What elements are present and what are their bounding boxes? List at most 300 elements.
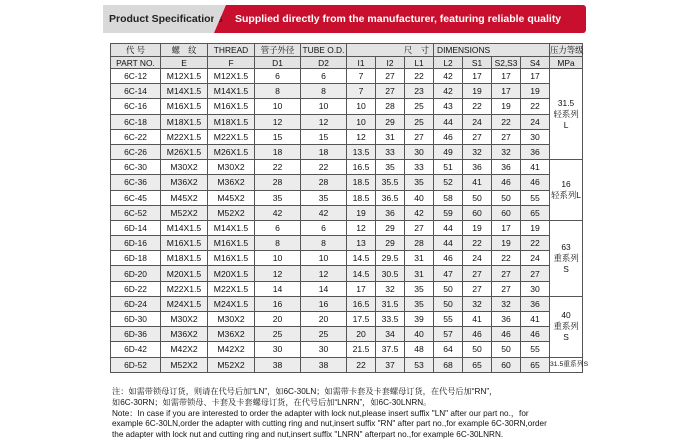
cell-dim-s1: 17 [463, 69, 492, 84]
cell-dim-l2: 59 [434, 205, 463, 220]
cell-dim-i2: 29 [376, 236, 405, 251]
cell-dim-l1: 42 [405, 205, 434, 220]
cell-dim-i2: 30.5 [376, 266, 405, 281]
cell-tube-d1: 38 [255, 357, 301, 372]
cell-thread-e: M22X1.5 [161, 281, 208, 296]
cell-dim-i1: 13.5 [347, 144, 376, 159]
cell-dim-i1: 7 [347, 84, 376, 99]
header-col-mpa: MPa [550, 57, 583, 69]
cell-part-no: 6C-26 [111, 144, 161, 159]
table-row [111, 281, 583, 296]
cell-dim-s2s3: 50 [492, 190, 521, 205]
spec-table-body [111, 69, 589, 373]
cell-thread-f: M36X2 [208, 327, 255, 342]
cell-tube-d2: 8 [301, 236, 347, 251]
cell-thread-e: M12X1.5 [161, 69, 208, 84]
cell-dim-i1: 12 [347, 220, 376, 235]
cell-dim-l2: 44 [434, 114, 463, 129]
cell-dim-i2: 27 [376, 84, 405, 99]
banner-tagline: Supplied directly from the manufacturer, featuring reliable quality [235, 13, 562, 25]
cell-tube-d2: 15 [301, 129, 347, 144]
cell-tube-d1: 20 [255, 312, 301, 327]
cell-dim-i2: 28 [376, 99, 405, 114]
pressure-grade [550, 357, 589, 372]
header-col-l2: L2 [434, 57, 463, 69]
table-row [111, 144, 583, 159]
note-line-en-3: the adapter with lock nut and cutting ring and nut,insert suffix "LNRN" afterpart no.,for example 6C-30LNRN. [112, 430, 504, 440]
cell-dim-s2s3: 27 [492, 129, 521, 144]
cell-thread-f: M22X1.5 [208, 129, 255, 144]
header-dimensions-cn: 尺 寸 [347, 44, 434, 57]
cell-dim-l2: 42 [434, 84, 463, 99]
cell-dim-i2: 37.5 [376, 342, 405, 357]
cell-dim-l2: 46 [434, 129, 463, 144]
cell-dim-l2: 43 [434, 99, 463, 114]
cell-dim-l2: 47 [434, 266, 463, 281]
cell-part-no: 6C-45 [111, 190, 161, 205]
cell-part-no: 6D-24 [111, 296, 161, 311]
pressure-grade-line: 31.5重系列S [550, 361, 589, 369]
cell-dim-s2s3: 19 [492, 99, 521, 114]
table-row [111, 251, 583, 266]
cell-dim-l1: 25 [405, 99, 434, 114]
cell-tube-d2: 12 [301, 266, 347, 281]
cell-part-no: 6C-12 [111, 69, 161, 84]
cell-dim-l1: 23 [405, 84, 434, 99]
cell-dim-s1: 24 [463, 114, 492, 129]
cell-dim-i1: 21.5 [347, 342, 376, 357]
cell-tube-d1: 30 [255, 342, 301, 357]
cell-thread-e: M52X2 [161, 205, 208, 220]
cell-part-no: 6C-52 [111, 205, 161, 220]
cell-dim-s4: 22 [521, 99, 550, 114]
cell-dim-l2: 68 [434, 357, 463, 372]
cell-dim-s2s3: 46 [492, 327, 521, 342]
cell-dim-l2: 44 [434, 220, 463, 235]
cell-dim-s1: 27 [463, 129, 492, 144]
cell-dim-s1: 60 [463, 205, 492, 220]
cell-dim-i1: 16.5 [347, 296, 376, 311]
header-part-en: PART NO. [111, 57, 161, 69]
cell-dim-i1: 19 [347, 205, 376, 220]
header-col-d2: D2 [301, 57, 347, 69]
cell-dim-s2s3: 17 [492, 84, 521, 99]
cell-thread-e: M30X2 [161, 312, 208, 327]
cell-dim-s4: 41 [521, 312, 550, 327]
cell-dim-s2s3: 50 [492, 342, 521, 357]
cell-dim-s4: 19 [521, 84, 550, 99]
cell-tube-d1: 10 [255, 251, 301, 266]
cell-dim-s4: 36 [521, 144, 550, 159]
cell-dim-l2: 52 [434, 175, 463, 190]
cell-dim-s2s3: 46 [492, 175, 521, 190]
cell-dim-s2s3: 60 [492, 205, 521, 220]
table-row [111, 312, 583, 327]
pressure-grade-line: 63 [561, 241, 571, 252]
cell-dim-s1: 24 [463, 251, 492, 266]
cell-dim-i1: 12 [347, 129, 376, 144]
table-row [111, 84, 583, 99]
pressure-grade-line: 重系列 [553, 321, 579, 332]
cell-part-no: 6D-30 [111, 312, 161, 327]
header-banner [103, 5, 586, 33]
cell-dim-i1: 13 [347, 236, 376, 251]
cell-tube-d1: 22 [255, 160, 301, 175]
cell-dim-s4: 30 [521, 129, 550, 144]
header-col-s1: S1 [463, 57, 492, 69]
cell-dim-i2: 29 [376, 220, 405, 235]
cell-thread-e: M16X1.5 [161, 236, 208, 251]
cell-dim-l1: 35 [405, 296, 434, 311]
cell-dim-l2: 50 [434, 296, 463, 311]
cell-dim-s4: 24 [521, 251, 550, 266]
cell-dim-i2: 36 [376, 205, 405, 220]
cell-dim-i2: 33.5 [376, 312, 405, 327]
header-col-d1: D1 [255, 57, 301, 69]
cell-thread-e: M24X1.5 [161, 296, 208, 311]
cell-dim-i2: 37 [376, 357, 405, 372]
cell-dim-l1: 33 [405, 160, 434, 175]
cell-dim-l1: 35 [405, 175, 434, 190]
cell-thread-f: M42X2 [208, 342, 255, 357]
cell-thread-f: M14X1.5 [208, 84, 255, 99]
note-line-en-2: example 6C-30LN,order the adapter with cutting ring and nut,insert suffix "RN" after part no.,for example 6C-30RN,order [112, 419, 547, 429]
cell-thread-f: M45X2 [208, 190, 255, 205]
cell-dim-s2s3: 36 [492, 312, 521, 327]
cell-thread-e: M18X1.5 [161, 114, 208, 129]
cell-dim-i2: 34 [376, 327, 405, 342]
cell-tube-d1: 28 [255, 175, 301, 190]
cell-dim-s4: 55 [521, 342, 550, 357]
banner-tab-label: Product Specifications [109, 13, 223, 25]
cell-dim-s1: 50 [463, 342, 492, 357]
cell-dim-i2: 31 [376, 129, 405, 144]
cell-thread-e: M20X1.5 [161, 266, 208, 281]
cell-thread-e: M26X1.5 [161, 144, 208, 159]
header-grade-cn: 压力等级 [550, 45, 584, 55]
table-row [111, 190, 583, 205]
cell-dim-s4: 17 [521, 69, 550, 84]
pressure-grade-line: 轻系列L [551, 190, 581, 200]
cell-tube-d1: 16 [255, 296, 301, 311]
cell-dim-s4: 22 [521, 236, 550, 251]
cell-dim-l1: 22 [405, 69, 434, 84]
cell-thread-f: M20X1.5 [208, 266, 255, 281]
table-row [111, 327, 583, 342]
cell-tube-d1: 18 [255, 144, 301, 159]
note-line-cn-2: 如6C-30RN；如需带锁母、卡套及卡套螺母订货，在代号后加“LNRN”，如6C-30LNRN。 [112, 397, 432, 407]
cell-dim-i1: 14.5 [347, 251, 376, 266]
cell-thread-e: M36X2 [161, 327, 208, 342]
cell-thread-e: M14X1.5 [161, 220, 208, 235]
cell-dim-s4: 36 [521, 296, 550, 311]
cell-tube-d1: 14 [255, 281, 301, 296]
pressure-grade [550, 220, 583, 296]
pressure-grade-line: S [563, 263, 569, 274]
cell-tube-d1: 25 [255, 327, 301, 342]
cell-dim-i2: 33 [376, 144, 405, 159]
header-col-l1: L1 [405, 57, 434, 69]
cell-part-no: 6D-16 [111, 236, 161, 251]
cell-dim-i2: 29.5 [376, 251, 405, 266]
pressure-grade-line: L [563, 119, 569, 130]
cell-dim-l2: 50 [434, 281, 463, 296]
header-tube-en: TUBE O.D. [301, 44, 347, 57]
cell-dim-i2: 36.5 [376, 190, 405, 205]
cell-dim-s2s3: 22 [492, 251, 521, 266]
cell-dim-s2s3: 17 [492, 220, 521, 235]
cell-dim-i2: 31.5 [376, 296, 405, 311]
note-line-cn-1: 注：如需带锁母订货，则请在代号后加“LN”，如6C-30LN；如需带卡套及卡套螺母订货，在代号后加“RN”， [112, 387, 498, 396]
cell-part-no: 6D-20 [111, 266, 161, 281]
cell-tube-d2: 35 [301, 190, 347, 205]
pressure-grade-line: S [563, 332, 569, 343]
cell-tube-d2: 30 [301, 342, 347, 357]
cell-dim-s4: 65 [521, 205, 550, 220]
cell-dim-i1: 7 [347, 69, 376, 84]
header-col-e: E [161, 57, 208, 69]
header-col-i2: I2 [376, 57, 405, 69]
cell-dim-i1: 10 [347, 99, 376, 114]
cell-dim-l1: 31 [405, 266, 434, 281]
cell-dim-l2: 46 [434, 251, 463, 266]
cell-thread-e: M45X2 [161, 190, 208, 205]
cell-tube-d2: 25 [301, 327, 347, 342]
order-notes [112, 387, 584, 441]
cell-thread-e: M14X1.5 [161, 84, 208, 99]
cell-dim-s1: 27 [463, 281, 492, 296]
cell-tube-d2: 38 [301, 357, 347, 372]
cell-dim-l1: 48 [405, 342, 434, 357]
cell-dim-s4: 30 [521, 281, 550, 296]
pressure-grade-line: 轻系列 [553, 108, 579, 119]
cell-thread-f: M52X2 [208, 205, 255, 220]
table-row [111, 342, 583, 357]
cell-dim-l2: 44 [434, 236, 463, 251]
cell-dim-s4: 24 [521, 114, 550, 129]
cell-thread-f: M16X1.5 [208, 99, 255, 114]
cell-thread-f: M14X1.5 [208, 220, 255, 235]
cell-dim-l2: 57 [434, 327, 463, 342]
pressure-grade [550, 160, 583, 221]
banner-tab [103, 5, 223, 33]
cell-tube-d1: 12 [255, 266, 301, 281]
cell-dim-s2s3: 22 [492, 114, 521, 129]
cell-dim-l1: 53 [405, 357, 434, 372]
cell-dim-s1: 46 [463, 327, 492, 342]
spec-table [110, 43, 589, 373]
cell-part-no: 6C-16 [111, 99, 161, 114]
pressure-grade [550, 69, 583, 160]
cell-part-no: 6D-36 [111, 327, 161, 342]
cell-dim-i2: 35.5 [376, 175, 405, 190]
header-col-i1: I1 [347, 57, 376, 69]
cell-dim-i1: 17 [347, 281, 376, 296]
cell-thread-f: M24X1.5 [208, 296, 255, 311]
cell-tube-d2: 6 [301, 220, 347, 235]
cell-dim-s1: 22 [463, 236, 492, 251]
cell-dim-i1: 22 [347, 357, 376, 372]
cell-thread-f: M30X2 [208, 312, 255, 327]
cell-dim-l2: 55 [434, 312, 463, 327]
pressure-grade [550, 296, 583, 357]
cell-dim-s1: 32 [463, 296, 492, 311]
cell-dim-s1: 22 [463, 99, 492, 114]
cell-dim-i1: 16.5 [347, 160, 376, 175]
pressure-grade-line: 重系列 [553, 252, 579, 263]
cell-part-no: 6C-36 [111, 175, 161, 190]
cell-part-no: 6D-22 [111, 281, 161, 296]
cell-tube-d1: 35 [255, 190, 301, 205]
cell-dim-s4: 46 [521, 175, 550, 190]
header-thread-cn: 螺 纹 [161, 44, 208, 57]
pressure-grade-line: 16 [561, 179, 571, 189]
cell-dim-s1: 50 [463, 190, 492, 205]
cell-dim-i2: 29 [376, 114, 405, 129]
cell-thread-e: M22X1.5 [161, 129, 208, 144]
cell-thread-f: M18X1.5 [208, 114, 255, 129]
header-part-cn: 代 号 [111, 44, 161, 57]
cell-dim-l2: 42 [434, 69, 463, 84]
cell-dim-s1: 41 [463, 312, 492, 327]
cell-thread-f: M22X1.5 [208, 281, 255, 296]
cell-dim-i2: 35 [376, 160, 405, 175]
header-dimensions-en: DIMENSIONS [434, 44, 550, 57]
cell-tube-d2: 10 [301, 251, 347, 266]
header-col-f: F [208, 57, 255, 69]
cell-dim-i1: 18.5 [347, 190, 376, 205]
cell-dim-s2s3: 36 [492, 160, 521, 175]
cell-dim-s4: 27 [521, 266, 550, 281]
pressure-grade-line: 31.5 [557, 97, 575, 108]
cell-dim-s4: 41 [521, 160, 550, 175]
cell-tube-d2: 20 [301, 312, 347, 327]
cell-thread-e: M18X1.5 [161, 251, 208, 266]
cell-dim-s2s3: 32 [492, 296, 521, 311]
cell-dim-s1: 41 [463, 175, 492, 190]
cell-dim-l2: 58 [434, 190, 463, 205]
note-line-en-1: Note：In case if you are interested to order the adapter with lock nut,please insert suffix "LN" after our part no.，for [112, 408, 529, 418]
cell-thread-e: M16X1.5 [161, 99, 208, 114]
cell-part-no: 6D-18 [111, 251, 161, 266]
cell-dim-l1: 30 [405, 144, 434, 159]
cell-part-no: 6D-42 [111, 342, 161, 357]
cell-tube-d1: 6 [255, 220, 301, 235]
cell-dim-s1: 65 [463, 357, 492, 372]
cell-dim-s4: 46 [521, 327, 550, 342]
cell-dim-s2s3: 17 [492, 69, 521, 84]
cell-dim-s4: 65 [521, 357, 550, 372]
cell-part-no: 6D-52 [111, 357, 161, 372]
header-col-s4: S4 [521, 57, 550, 69]
cell-tube-d2: 6 [301, 69, 347, 84]
cell-dim-s1: 19 [463, 220, 492, 235]
cell-part-no: 6C-30 [111, 160, 161, 175]
cell-dim-s2s3: 60 [492, 357, 521, 372]
table-row [111, 129, 583, 144]
cell-part-no: 6C-18 [111, 114, 161, 129]
cell-thread-f: M12X1.5 [208, 69, 255, 84]
table-row [111, 205, 583, 220]
cell-tube-d2: 12 [301, 114, 347, 129]
cell-dim-s4: 19 [521, 220, 550, 235]
cell-dim-i2: 27 [376, 69, 405, 84]
cell-dim-s2s3: 19 [492, 236, 521, 251]
cell-tube-d2: 42 [301, 205, 347, 220]
cell-thread-f: M16X1.5 [208, 236, 255, 251]
cell-dim-l1: 25 [405, 114, 434, 129]
cell-thread-e: M42X2 [161, 342, 208, 357]
cell-dim-i1: 14.5 [347, 266, 376, 281]
cell-tube-d1: 6 [255, 69, 301, 84]
cell-dim-l1: 28 [405, 236, 434, 251]
cell-dim-l1: 27 [405, 129, 434, 144]
cell-dim-i1: 17.5 [347, 312, 376, 327]
cell-tube-d1: 10 [255, 99, 301, 114]
cell-dim-s1: 19 [463, 84, 492, 99]
cell-part-no: 6C-22 [111, 129, 161, 144]
table-row [111, 69, 583, 84]
cell-thread-e: M52X2 [161, 357, 208, 372]
pressure-grade-line: 40 [561, 310, 571, 321]
table-row [111, 114, 583, 129]
cell-dim-s2s3: 27 [492, 281, 521, 296]
cell-tube-d1: 8 [255, 84, 301, 99]
cell-tube-d2: 10 [301, 99, 347, 114]
cell-tube-d1: 42 [255, 205, 301, 220]
cell-dim-l1: 40 [405, 190, 434, 205]
cell-dim-i2: 32 [376, 281, 405, 296]
cell-part-no: 6C-14 [111, 84, 161, 99]
cell-tube-d2: 22 [301, 160, 347, 175]
cell-thread-f: M30X2 [208, 160, 255, 175]
table-row [111, 236, 583, 251]
cell-tube-d1: 8 [255, 236, 301, 251]
cell-dim-l2: 51 [434, 160, 463, 175]
table-row [111, 357, 583, 372]
cell-dim-i1: 10 [347, 114, 376, 129]
cell-part-no: 6D-14 [111, 220, 161, 235]
table-row [111, 266, 583, 281]
cell-dim-l1: 40 [405, 327, 434, 342]
cell-dim-s4: 55 [521, 190, 550, 205]
cell-dim-s1: 27 [463, 266, 492, 281]
cell-thread-f: M16X1.5 [208, 251, 255, 266]
cell-tube-d2: 18 [301, 144, 347, 159]
cell-dim-s1: 36 [463, 160, 492, 175]
header-col-s2s3: S2,S3 [492, 57, 521, 69]
cell-dim-l1: 27 [405, 220, 434, 235]
cell-dim-i1: 18.5 [347, 175, 376, 190]
table-row [111, 296, 583, 311]
table-row [111, 175, 583, 190]
cell-tube-d2: 28 [301, 175, 347, 190]
cell-thread-f: M52X2 [208, 357, 255, 372]
cell-thread-e: M30X2 [161, 160, 208, 175]
cell-thread-e: M36X2 [161, 175, 208, 190]
cell-dim-i1: 20 [347, 327, 376, 342]
cell-dim-l1: 39 [405, 312, 434, 327]
table-row [111, 160, 583, 175]
table-row [111, 220, 583, 235]
banner-tab-notch [214, 5, 226, 33]
cell-dim-l1: 35 [405, 281, 434, 296]
cell-tube-d1: 15 [255, 129, 301, 144]
header-thread-en: THREAD [208, 44, 255, 57]
table-row [111, 99, 583, 114]
cell-dim-l2: 49 [434, 144, 463, 159]
cell-dim-s2s3: 27 [492, 266, 521, 281]
